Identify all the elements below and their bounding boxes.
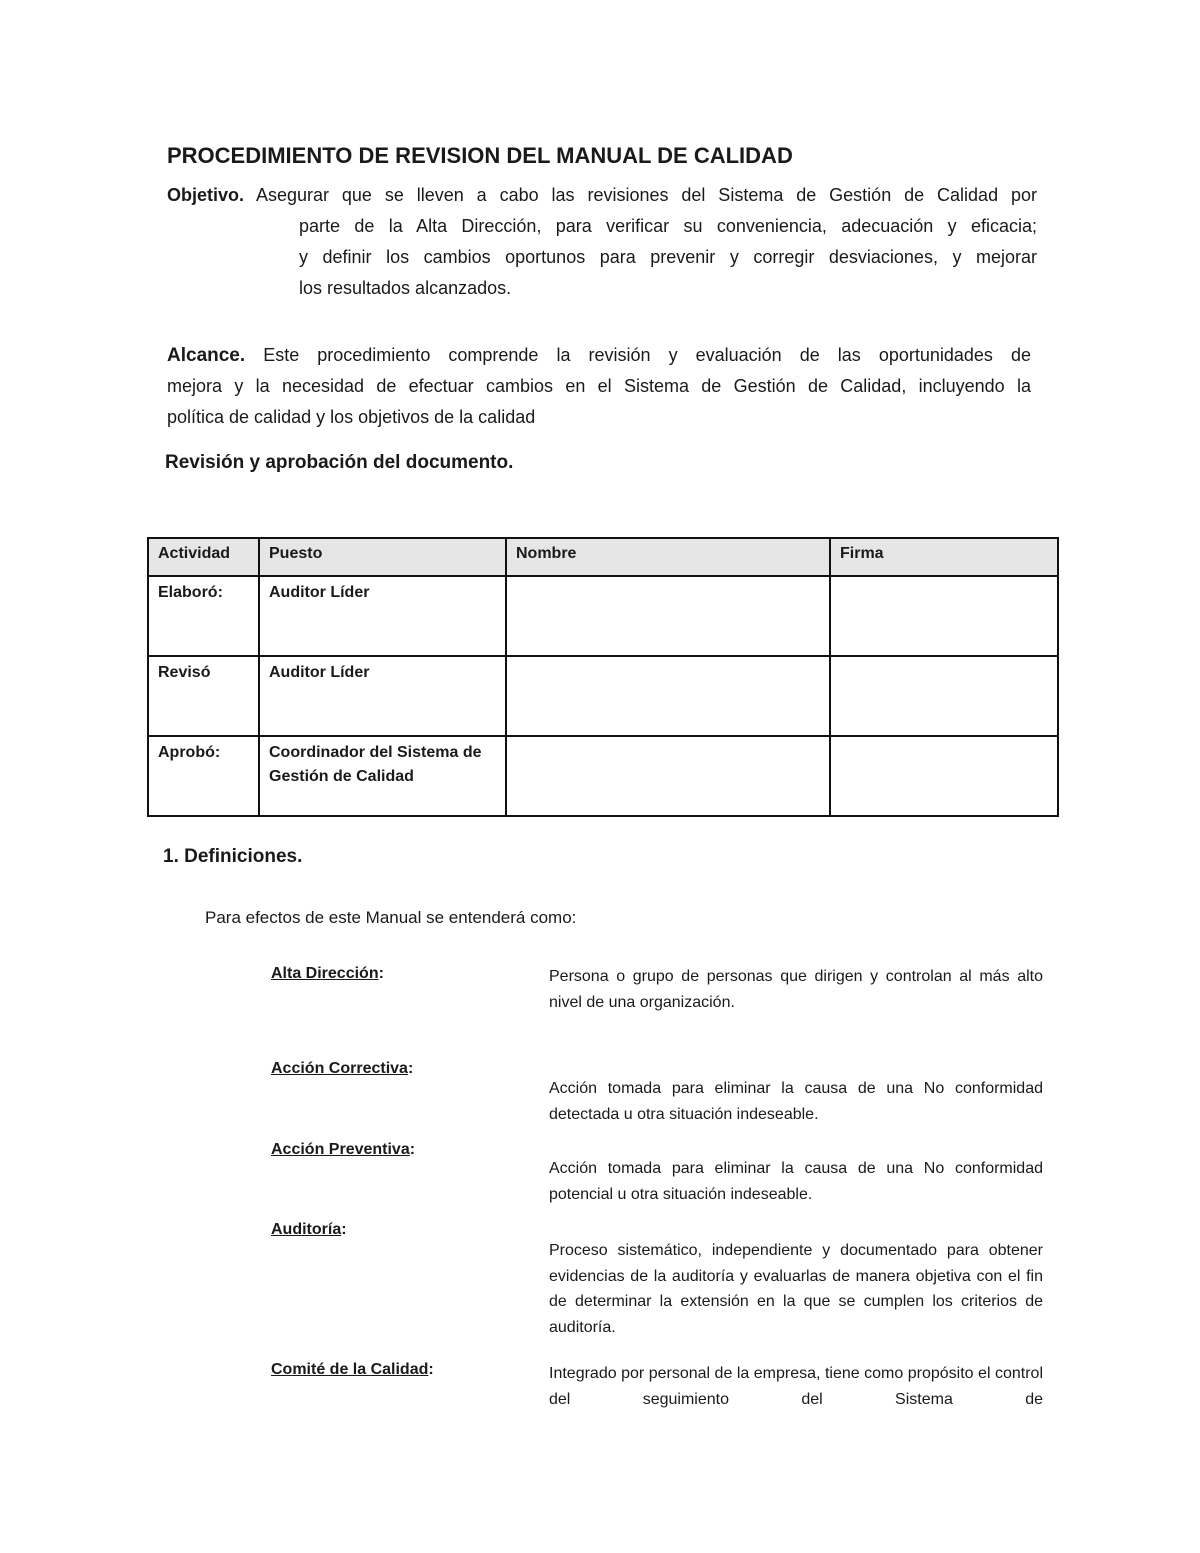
cell-nombre: [506, 736, 830, 816]
objetivo-text: Asegurar que se lleven a cabo las revisiones del Sistema de Gestión de Calidad por: [255, 185, 1037, 205]
table-row: [148, 656, 1058, 736]
alcance-text: Este procedimiento comprende la revisión y evaluación de las oportunidades de: [263, 345, 1031, 365]
table-row: [148, 736, 1058, 816]
alcance-line: mejora y la necesidad de efectuar cambios en el Sistema de Gestión de Calidad, incluyendo la: [167, 376, 1031, 396]
definition-term: [271, 1141, 415, 1159]
definition-text: Acción tomada para eliminar la causa de una No conformidad detectada u otra situación indeseable.: [549, 1080, 1043, 1123]
term-colon: :: [378, 965, 384, 982]
definition-text: Integrado por personal de la empresa, tiene como propósito el control del seguimiento del Sistema de: [549, 1365, 1043, 1408]
cell-puesto: Auditor Líder: [259, 576, 506, 656]
term-colon: :: [407, 1060, 414, 1077]
alcance-line: [167, 343, 1031, 374]
definition-term: [271, 1221, 347, 1239]
header-firma: Firma: [830, 538, 1058, 576]
revision-heading: Revisión y aprobación del documento.: [165, 452, 514, 473]
definition-term: [271, 965, 384, 983]
definiciones-title: Definiciones.: [184, 846, 303, 867]
approval-table: [147, 537, 1059, 817]
table-row: [148, 576, 1058, 656]
term-colon: :: [428, 1361, 434, 1378]
header-puesto: Puesto: [259, 538, 506, 576]
definition-text: Acción tomada para eliminar la causa de una No conformidad potencial u otra situación indeseable.: [549, 1160, 1043, 1203]
definition-term: [271, 1361, 434, 1379]
definition-text: Proceso sistemático, independiente y documentado para obtener evidencias de la auditoría y evaluarlas de manera objetiva con el fin de determinar la extensión en la que se cumplen los criterios de auditoría.: [549, 1242, 1043, 1336]
definiciones-number: 1.: [163, 846, 179, 867]
definiciones-heading: [163, 846, 302, 868]
cell-nombre: [506, 656, 830, 736]
alcance-section: [167, 343, 1031, 436]
definiciones-intro: Para efectos de este Manual se entenderá como:: [205, 908, 577, 927]
objetivo-line: [167, 183, 1037, 214]
objetivo-section: [167, 183, 1037, 307]
term-colon: :: [341, 1221, 347, 1238]
term-label: Alta Dirección: [271, 965, 379, 982]
cell-firma: [830, 656, 1058, 736]
cell-actividad: Revisó: [148, 656, 259, 736]
cell-firma: [830, 736, 1058, 816]
document-title: PROCEDIMIENTO DE REVISION DEL MANUAL DE CALIDAD: [167, 143, 793, 168]
objetivo-label: Objetivo.: [167, 185, 245, 205]
term-label: Acción Correctiva: [271, 1060, 408, 1077]
term-label: Acción Preventiva: [271, 1141, 410, 1158]
definition-text: Persona o grupo de personas que dirigen y controlan al más alto nivel de una organización.: [549, 968, 1043, 1011]
alcance-line: política de calidad y los objetivos de la calidad: [167, 407, 536, 427]
objetivo-line: los resultados alcanzados.: [299, 278, 512, 298]
table-header-row: [148, 538, 1058, 576]
alcance-label: Alcance.: [167, 345, 246, 366]
term-colon: :: [409, 1141, 416, 1158]
objetivo-line: y definir los cambios oportunos para prevenir y corregir desviaciones, y mejorar: [299, 247, 1037, 267]
cell-actividad: Elaboró:: [148, 576, 259, 656]
cell-nombre: [506, 576, 830, 656]
term-label: Auditoría: [271, 1221, 342, 1238]
header-actividad: Actividad: [148, 538, 259, 576]
cell-puesto: Coordinador del Sistema de Gestión de Calidad: [259, 736, 506, 816]
definition-term: [271, 1060, 413, 1078]
header-nombre: Nombre: [506, 538, 830, 576]
objetivo-line: parte de la Alta Dirección, para verificar su conveniencia, adecuación y eficacia;: [299, 216, 1037, 236]
cell-puesto: Auditor Líder: [259, 656, 506, 736]
cell-actividad: Aprobó:: [148, 736, 259, 816]
cell-firma: [830, 576, 1058, 656]
term-label: Comité de la Calidad: [271, 1361, 429, 1378]
